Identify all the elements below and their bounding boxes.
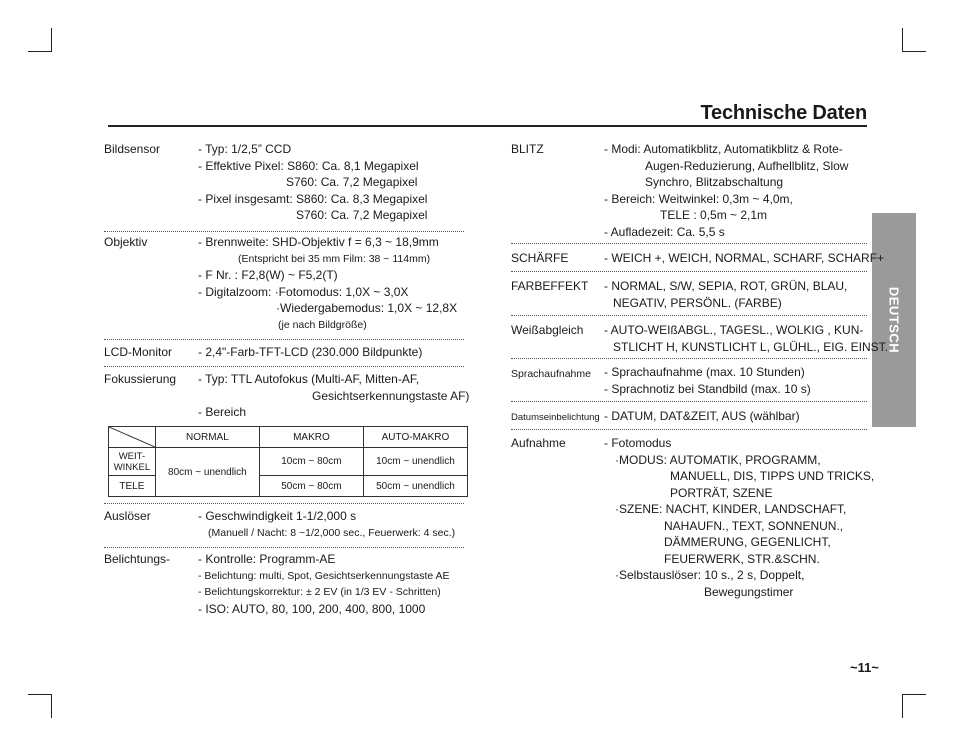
crop-mark xyxy=(902,694,926,695)
crop-mark xyxy=(51,28,52,52)
spec-line: ·MODUS: AUTOMATIK, PROGRAMM, xyxy=(615,452,821,467)
divider xyxy=(104,547,464,548)
spec-line: - ISO: AUTO, 80, 100, 200, 400, 800, 1000 xyxy=(198,601,426,616)
spec-line: Gesichtserkennungstaste AF) xyxy=(312,388,470,403)
crop-mark xyxy=(902,28,903,52)
table-corner xyxy=(109,427,156,448)
crop-mark xyxy=(28,694,52,695)
winkel-label: WINKEL xyxy=(113,461,151,473)
spec-line: PORTRÄT, SZENE xyxy=(670,485,773,500)
focus-range-table xyxy=(108,426,468,497)
spec-line: NAHAUFN., TEXT, SONNENUN., xyxy=(664,518,844,533)
spec-line: TELE : 0,5m ~ 2,1m xyxy=(660,208,768,222)
spec-line: Synchro, Blitzabschaltung xyxy=(645,175,784,189)
divider xyxy=(511,315,867,316)
table-row-label-tele: TELE xyxy=(109,476,156,497)
page-number: ~11~ xyxy=(850,660,879,675)
divider xyxy=(104,503,464,504)
spec-line: - Belichtung: multi, Spot, Gesichtserkennungstaste AE xyxy=(198,569,450,582)
spec-label-sprachaufnahme: Sprachaufnahme xyxy=(511,368,591,380)
spec-line: Augen-Reduzierung, Aufhellblitz, Slow xyxy=(645,158,849,173)
spec-line: DÄMMERUNG, GEGENLICHT, xyxy=(664,535,831,549)
spec-line: (Manuell / Nacht: 8 ~1/2,000 sec., Feuerwerk: 4 sec.) xyxy=(208,526,456,539)
table-cell: 50cm ~ unendlich xyxy=(363,476,467,497)
spec-line: - Aufladezeit: Ca. 5,5 s xyxy=(604,224,725,239)
divider xyxy=(511,429,867,430)
crop-mark xyxy=(902,694,903,718)
divider xyxy=(511,358,867,359)
spec-line: - 2,4"-Farb-TFT-LCD (230.000 Bildpunkte) xyxy=(198,345,423,359)
spec-line: - Typ: TTL Autofokus (Multi-AF, Mitten-AF, xyxy=(198,372,420,386)
table-cell: 50cm ~ 80cm xyxy=(259,476,363,497)
spec-line: - NORMAL, S/W, SEPIA, ROT, GRÜN, BLAU, xyxy=(604,279,848,293)
language-tab-label: DEUTSCH xyxy=(886,286,902,354)
weit-label: WEIT- xyxy=(118,450,146,462)
spec-line: - Typ: 1/2,5” CCD xyxy=(198,142,292,156)
divider xyxy=(511,243,867,244)
spec-label-bildsensor: Bildsensor xyxy=(104,142,161,156)
spec-line: - Belichtungskorrektur: ± 2 EV (in 1/3 EV - Schritten) xyxy=(198,586,441,598)
crop-mark xyxy=(902,51,926,52)
table-header-makro: MAKRO xyxy=(259,427,363,448)
spec-line: S760: Ca. 7,2 Megapixel xyxy=(286,175,418,189)
crop-mark xyxy=(28,51,52,52)
spec-line: MANUELL, DIS, TIPPS UND TRICKS, xyxy=(670,469,875,483)
divider xyxy=(511,401,867,402)
table-cell: 10cm ~ unendlich xyxy=(363,448,467,476)
spec-line: S760: Ca. 7,2 Megapixel xyxy=(296,208,428,222)
spec-line: - Bereich: Weitwinkel: 0,3m ~ 4,0m, xyxy=(604,191,793,206)
spec-label-blitz: BLITZ xyxy=(511,142,544,156)
spec-label-ausloeser: Auslöser xyxy=(104,509,151,523)
spec-line: ·Selbstauslöser: 10 s., 2 s, Doppelt, xyxy=(615,568,805,582)
spec-line: - Kontrolle: Programm-AE xyxy=(198,552,336,566)
spec-line: FEUERWERK, STR.&SCHN. xyxy=(664,551,820,566)
spec-line: Bewegungstimer xyxy=(704,585,794,599)
spec-label-farbeffekt: FARBEFFEKT xyxy=(511,279,589,293)
table-header-normal: NORMAL xyxy=(155,427,259,448)
spec-line: - DATUM, DAT&ZEIT, AUS (wählbar) xyxy=(604,409,800,423)
spec-label-lcd: LCD-Monitor xyxy=(104,345,173,359)
spec-label-datum: Datumseinbelichtung xyxy=(511,412,600,423)
spec-line: - Sprachnotiz bei Standbild (max. 10 s) xyxy=(604,381,811,396)
spec-line: ·Wiedergabemodus: 1,0X ~ 12,8X xyxy=(276,301,458,315)
spec-line: - WEICH +, WEICH, NORMAL, SCHARF, SCHARF+ xyxy=(604,251,885,265)
crop-mark xyxy=(51,694,52,718)
spec-line: STLICHT H, KUNSTLICHT L, GLÜHL., EIG. EINST. xyxy=(613,339,888,354)
divider xyxy=(104,366,464,367)
spec-line: - Digitalzoom: ·Fotomodus: 1,0X ~ 3,0X xyxy=(198,284,409,299)
spec-line: - Fotomodus xyxy=(604,436,672,450)
spec-line: - Modi: Automatikblitz, Automatikblitz & Rote- xyxy=(604,142,843,156)
spec-line: ·SZENE: NACHT, KINDER, LANDSCHAFT, xyxy=(615,502,847,516)
spec-label-fokus: Fokussierung xyxy=(104,372,177,386)
left-column xyxy=(104,0,470,746)
spec-label-aufnahme: Aufnahme xyxy=(511,436,566,450)
right-column xyxy=(511,0,888,746)
spec-line: - Geschwindigkeit 1-1/2,000 s xyxy=(198,509,357,523)
spec-line: - Pixel insgesamt: S860: Ca. 8,3 Megapixel xyxy=(198,191,428,206)
spec-line: (Entspricht bei 35 mm Film: 38 ~ 114mm) xyxy=(238,252,431,265)
spec-label-belichtung: Belichtungs- xyxy=(104,552,171,566)
spec-line: - Sprachaufnahme (max. 10 Stunden) xyxy=(604,365,805,379)
spec-line: - Bereich xyxy=(198,405,247,419)
divider xyxy=(511,271,867,272)
spec-line: NEGATIV, PERSÖNL. (FARBE) xyxy=(613,295,782,310)
page-title: Technische Daten xyxy=(700,102,867,124)
table-header-automakro: AUTO-MAKRO xyxy=(363,427,467,448)
table-cell: 80cm ~ unendlich xyxy=(155,448,259,497)
spec-label-weissabgleich: Weißabgleich xyxy=(511,323,584,337)
table-row-label-weit xyxy=(109,448,156,476)
language-tab xyxy=(872,213,916,427)
divider xyxy=(104,339,464,340)
spec-label-schaerfe: SCHÄRFE xyxy=(511,251,569,265)
table-cell: 10cm ~ 80cm xyxy=(259,448,363,476)
spec-line: - AUTO-WEIßABGL., TAGESL., WOLKIG , KUN- xyxy=(604,323,864,337)
spec-line: - Effektive Pixel: S860: Ca. 8,1 Megapixel xyxy=(198,158,419,173)
spec-line: (je nach Bildgröße) xyxy=(278,318,367,331)
spec-line: - F Nr. : F2,8(W) ~ F5,2(T) xyxy=(198,268,338,282)
spec-line: - Brennweite: SHD-Objektiv f = 6,3 ~ 18,9mm xyxy=(198,235,439,249)
divider xyxy=(104,231,464,232)
spec-label-objektiv: Objektiv xyxy=(104,235,148,249)
